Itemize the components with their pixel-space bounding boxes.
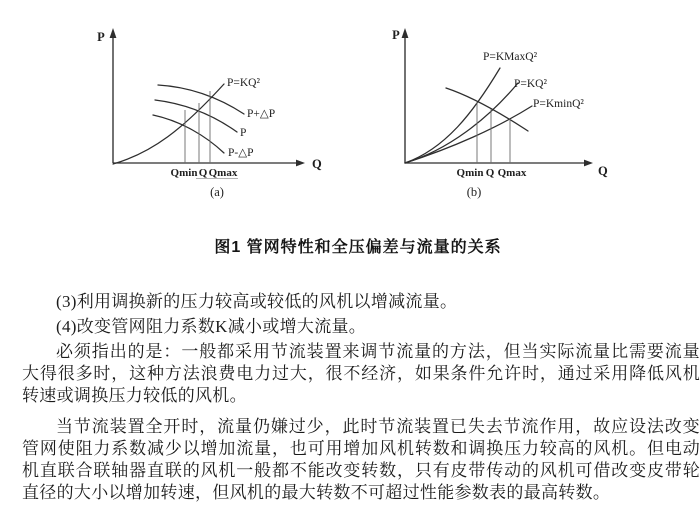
text-line: (4)改变管网阻力系数K减小或增大流量。 xyxy=(56,317,367,336)
chart-a-fan-curve-minus xyxy=(153,115,224,153)
chart-a-curve-label-rated: P xyxy=(240,127,247,139)
text-line: 大得很多时，这种方法浪费电力过大，很不经济，如果条件允许时，通过采用降低风机 xyxy=(22,364,700,383)
text-line: 直径的大小以增加转速，但风机的最大转数不可超过性能参数表的最高转数。 xyxy=(22,483,611,502)
paragraph-note xyxy=(22,341,700,407)
chart-b-x-axis-arrow-icon xyxy=(584,160,593,167)
text-line: 管网使阻力系数减少以增加流量，也可用增加风机转数和调换压力较高的风机。但电动 xyxy=(22,439,700,458)
chart-a-tick-q: Q xyxy=(198,167,208,179)
chart-b xyxy=(392,28,608,199)
chart-b-fan-curve xyxy=(446,88,528,131)
chart-b-curve-label-kmax: P=KMaxQ² xyxy=(483,51,538,63)
chart-a-panel-label: (a) xyxy=(210,185,224,199)
figure-charts xyxy=(0,0,700,215)
chart-b-x-axis-label: Q xyxy=(598,164,608,178)
chart-b-curve-label-k: P=KQ² xyxy=(514,78,547,90)
chart-b-y-axis-label: P xyxy=(392,28,400,42)
chart-a-curve-label-network: P=KQ² xyxy=(227,77,260,89)
chart-a-x-axis-label: Q xyxy=(312,157,322,171)
chart-a-tick-qmin: Qmin xyxy=(170,167,198,179)
chart-b-curve-label-kmin: P=KminQ² xyxy=(533,98,584,110)
chart-a-y-axis-label: P xyxy=(97,30,105,44)
chart-b-tick-qmax: Qmax xyxy=(497,167,527,179)
chart-a-tick-qmax: Qmax xyxy=(208,167,238,179)
chart-a-fan-curve-plus xyxy=(158,85,244,114)
paragraph-item-4 xyxy=(22,316,700,338)
text-line: 转速或调换压力较低的风机。 xyxy=(22,386,247,405)
chart-a-curve-label-plus: P+△P xyxy=(247,108,276,120)
chart-b-tick-qmin: Qmin xyxy=(456,167,484,179)
text-line: 机直联合联轴器直联的风机一般都不能改变转数，只有皮带传动的风机可借改变皮带轮 xyxy=(22,461,700,480)
chart-b-tick-q: Q xyxy=(485,167,495,179)
paragraph-throttle xyxy=(22,416,700,504)
chart-a-y-axis-arrow-icon xyxy=(110,28,117,38)
text-line: 必须指出的是：一般都采用节流装置来调节流量的方法，但当实际流量比需要流量 xyxy=(56,342,700,361)
chart-b-panel-label: (b) xyxy=(466,185,482,199)
paragraph-item-3 xyxy=(22,291,700,313)
chart-a xyxy=(97,28,322,199)
text-line: (3)利用调换新的压力较高或较低的风机以增减流量。 xyxy=(56,292,458,311)
chart-b-y-axis-arrow-icon xyxy=(402,28,409,38)
text-line: 当节流装置全开时，流量仍嫌过少，此时节流装置已失去节流作用，故应设法改变 xyxy=(56,417,700,436)
figure-caption: 图1 管网特性和全压偏差与流量的关系 xyxy=(214,239,502,256)
body-text xyxy=(22,291,700,504)
chart-a-fan-curve-rated xyxy=(155,100,237,132)
chart-a-x-axis-arrow-icon xyxy=(296,160,305,167)
chart-a-curve-label-minus: P-△P xyxy=(228,147,254,159)
